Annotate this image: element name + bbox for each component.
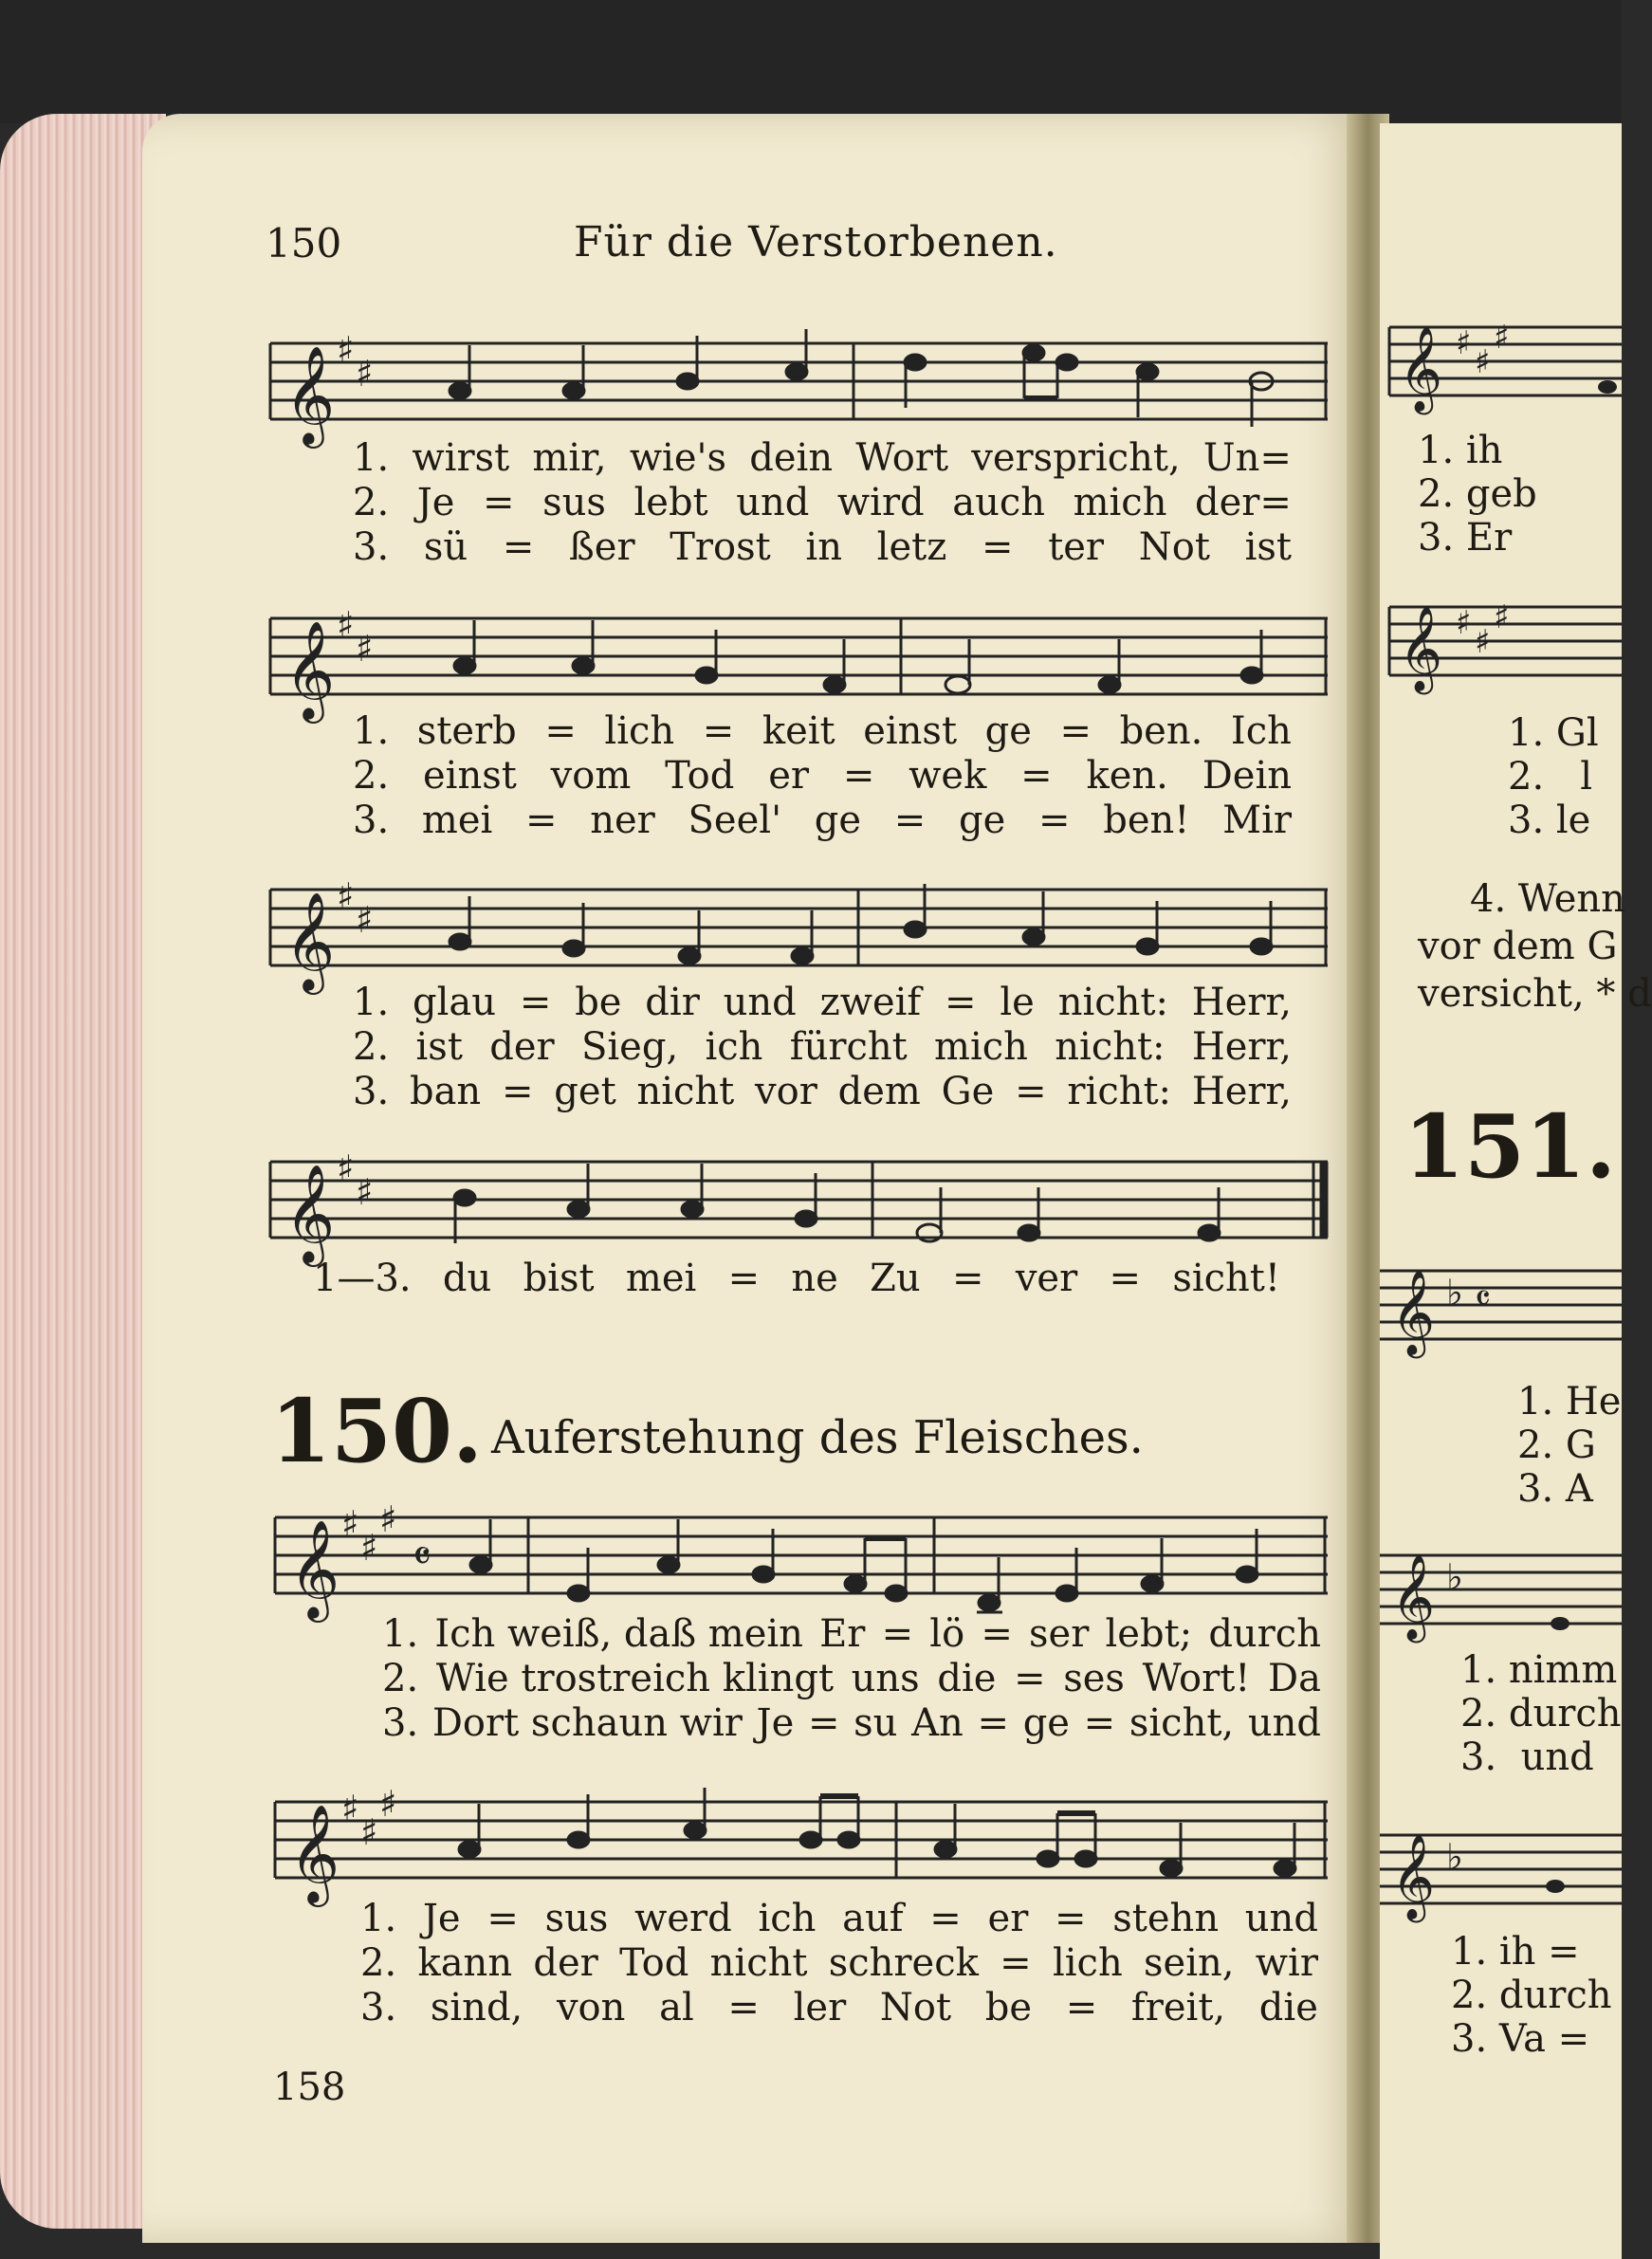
- lyric-word: =: [807, 1701, 840, 1745]
- lyric-word: mei: [625, 1257, 697, 1300]
- lyric-word: der: [489, 1025, 555, 1069]
- lyric-word: wirst: [412, 436, 510, 480]
- lyric-word: be: [575, 981, 622, 1024]
- lyric-word: sü: [423, 525, 468, 569]
- music-staff: [266, 604, 1332, 720]
- right-staff-5: [1380, 1816, 1622, 1920]
- lyric-word: lebt;: [1105, 1612, 1193, 1656]
- right-line: 1. nimm: [1460, 1648, 1618, 1692]
- lyric-word: Wie trostreich klingt: [435, 1657, 835, 1700]
- lyric-word: Seel': [688, 799, 782, 842]
- lyric-word: wir: [1255, 1941, 1318, 1985]
- lyric-word: Je: [416, 481, 455, 524]
- lyric-line: [382, 1701, 1321, 1745]
- lyric-word: ist: [415, 1025, 463, 1069]
- lyric-word: und: [736, 481, 810, 524]
- lyric-word: =: [977, 1701, 1009, 1745]
- lyric-word: 1—3.: [313, 1257, 412, 1300]
- lyric-word: der=: [1195, 481, 1292, 524]
- lyric-word: sus: [542, 481, 606, 524]
- lyric-word: nicht: [636, 1070, 735, 1113]
- lyric-word: =: [727, 1257, 761, 1300]
- hymn-number: 150.: [270, 1380, 484, 1482]
- lyric-word: =: [1014, 1657, 1046, 1700]
- svg-text:♯: ♯: [341, 1788, 359, 1829]
- lyric-word: =: [519, 981, 552, 1024]
- lyric-word: =: [929, 1897, 962, 1940]
- right-staff-4: [1380, 1536, 1622, 1641]
- svg-text:♯: ♯: [341, 1503, 359, 1545]
- lyric-word: =: [1055, 1897, 1087, 1940]
- lyric-word: le: [1000, 981, 1035, 1024]
- lyric-word: einst: [423, 754, 517, 798]
- lyric-word: wek: [909, 754, 987, 798]
- lyric-line: [382, 1657, 1321, 1700]
- svg-text:𝄞: 𝄞: [1391, 1554, 1436, 1640]
- lyric-word: er: [768, 754, 809, 798]
- lyric-line: [353, 1070, 1292, 1113]
- lyric-word: Er: [819, 1612, 866, 1656]
- lyric-word: 1.: [360, 1897, 397, 1940]
- lyric-word: 3.: [353, 525, 390, 569]
- lyric-word: sein,: [1144, 1941, 1235, 1985]
- lyric-word: von: [556, 1986, 626, 2029]
- lyric-word: schreck: [828, 1941, 979, 1985]
- svg-text:♯: ♯: [337, 875, 355, 917]
- svg-text:𝄞: 𝄞: [1399, 326, 1443, 412]
- lyric-word: sicht!: [1172, 1257, 1280, 1300]
- lyric-word: ich: [705, 1025, 763, 1069]
- lyric-word: sicht,: [1129, 1701, 1235, 1745]
- right-page: [1380, 123, 1652, 2259]
- lyric-word: 2.: [353, 754, 390, 798]
- svg-text:♭: ♭: [1446, 1556, 1463, 1598]
- lyric-word: mir,: [532, 436, 607, 480]
- svg-text:♯: ♯: [356, 353, 374, 395]
- lyric-word: 2.: [353, 481, 390, 524]
- lyric-line: [360, 1986, 1318, 2029]
- lyric-word: =: [486, 1897, 519, 1940]
- lyric-word: su: [854, 1701, 898, 1745]
- lyric-word: auch: [952, 481, 1046, 524]
- music-staff: [266, 875, 1332, 991]
- svg-text:♯: ♯: [1494, 319, 1510, 357]
- lyric-word: ist: [1244, 525, 1292, 569]
- lyric-word: be: [984, 1986, 1033, 2029]
- lyric-word: ben!: [1103, 799, 1190, 842]
- right-verse4: versicht, * d: [1418, 972, 1652, 1016]
- lyric-word: =: [1020, 754, 1053, 798]
- right-verse4: vor dem G: [1418, 925, 1618, 968]
- lyric-word: 3.: [353, 799, 390, 842]
- svg-text:𝄞: 𝄞: [285, 345, 336, 445]
- lyric-word: uns: [851, 1657, 920, 1700]
- right-line: 2. durch: [1460, 1692, 1622, 1736]
- lyric-word: mich: [1073, 481, 1167, 524]
- lyric-word: dem: [837, 1070, 921, 1113]
- lyric-line: [353, 1025, 1292, 1069]
- lyric-word: nicht:: [1057, 981, 1168, 1024]
- lyric-word: mich: [934, 1025, 1028, 1069]
- svg-text:♯: ♯: [337, 604, 355, 646]
- lyric-word: letz: [876, 525, 947, 569]
- lyric-word: wird: [836, 481, 925, 524]
- lyric-word: die: [1258, 1986, 1318, 2029]
- lyric-word: und: [723, 981, 797, 1024]
- svg-text:♯: ♯: [337, 1148, 355, 1189]
- svg-text:♭: ♭: [1446, 1836, 1463, 1878]
- lyric-word: =: [981, 525, 1014, 569]
- lyric-word: Dein: [1202, 754, 1292, 798]
- lyric-line: [353, 799, 1292, 842]
- lyric-word: in: [805, 525, 842, 569]
- lyric-word: 2.: [353, 1025, 390, 1069]
- lyric-word: Ge: [941, 1070, 995, 1113]
- lyric-word: 2.: [382, 1657, 419, 1700]
- right-line: 2. l: [1508, 755, 1593, 799]
- svg-text:♯: ♯: [360, 1811, 378, 1853]
- lyric-word: ver: [1015, 1257, 1078, 1300]
- lyric-word: dein: [749, 436, 834, 480]
- svg-text:♯: ♯: [356, 628, 374, 670]
- right-line: 1. ih =: [1451, 1930, 1580, 1974]
- lyric-word: Ich: [1230, 709, 1292, 753]
- lyric-word: keit: [762, 709, 835, 753]
- right-line: 1. Gl: [1508, 711, 1599, 755]
- lyric-word: werd: [634, 1897, 732, 1940]
- lyric-word: nicht: [709, 1941, 808, 1985]
- lyric-word: ben.: [1119, 709, 1203, 753]
- lyric-word: lebt: [633, 481, 708, 524]
- page-header-number: 150: [266, 220, 342, 266]
- svg-text:𝄞: 𝄞: [1399, 606, 1443, 691]
- lyric-word: Un=: [1202, 436, 1292, 480]
- svg-text:𝄞: 𝄞: [1391, 1834, 1436, 1919]
- lyric-word: An: [911, 1701, 964, 1745]
- lyric-word: =: [1065, 1986, 1098, 2029]
- right-staff-3: [1380, 1252, 1622, 1356]
- svg-text:♯: ♯: [1456, 324, 1472, 362]
- lyric-word: richt:: [1067, 1070, 1172, 1113]
- lyric-word: und: [1244, 1897, 1318, 1940]
- lyric-word: dir: [645, 981, 700, 1024]
- lyric-word: Je: [756, 1701, 795, 1745]
- lyric-word: fürcht: [789, 1025, 908, 1069]
- lyric-word: Zu: [870, 1257, 921, 1300]
- lyric-word: der: [533, 1941, 598, 1985]
- lyric-word: Trost: [670, 525, 771, 569]
- lyric-word: Herr,: [1191, 1025, 1292, 1069]
- lyric-word: ban: [409, 1070, 482, 1113]
- lyric-word: ter: [1048, 525, 1105, 569]
- scan-background: [0, 0, 1622, 123]
- lyric-word: Ich weiß, daß mein: [434, 1612, 803, 1656]
- lyric-word: 3.: [353, 1070, 390, 1113]
- lyric-word: Not: [879, 1986, 952, 2029]
- lyric-word: freit,: [1130, 1986, 1226, 2029]
- lyric-word: =: [1059, 709, 1092, 753]
- lyric-line: [313, 1257, 1280, 1300]
- lyric-line: [382, 1612, 1321, 1656]
- page-header-title: Für die Verstorbenen.: [574, 218, 1058, 266]
- lyric-word: zweif: [819, 981, 922, 1024]
- svg-text:𝄞: 𝄞: [285, 1164, 336, 1263]
- lyric-word: ge: [1022, 1701, 1070, 1745]
- lyric-word: ßer: [569, 525, 635, 569]
- hymn-title: Auferstehung des Fleisches.: [491, 1411, 1144, 1464]
- lyric-word: =: [702, 709, 735, 753]
- right-staff-2: [1380, 588, 1622, 692]
- right-staff-1: [1380, 308, 1622, 413]
- page-edges: [0, 114, 166, 2229]
- svg-text:♯: ♯: [356, 1171, 374, 1213]
- lyric-word: 2.: [360, 1941, 397, 1985]
- music-staff: [266, 329, 1332, 445]
- svg-text:♯: ♯: [379, 1783, 397, 1825]
- lyric-word: ge: [959, 799, 1006, 842]
- svg-text:𝄞: 𝄞: [285, 620, 336, 720]
- svg-text:♯: ♯: [360, 1527, 378, 1569]
- lyric-word: nicht:: [1055, 1025, 1166, 1069]
- lyric-word: sterb: [416, 709, 517, 753]
- lyric-word: =: [1038, 799, 1071, 842]
- svg-text:♯: ♯: [356, 899, 374, 941]
- right-line: 1. ih: [1418, 429, 1503, 472]
- lyric-line: [353, 754, 1292, 798]
- lyric-word: 1.: [353, 709, 390, 753]
- lyric-line: [353, 481, 1292, 524]
- lyric-word: einst: [863, 709, 958, 753]
- lyric-word: Je: [422, 1897, 461, 1940]
- music-staff: [270, 1783, 1332, 1903]
- lyric-word: kann: [417, 1941, 513, 1985]
- lyric-word: Wort: [855, 436, 949, 480]
- svg-text:𝄴: 𝄴: [413, 1533, 431, 1581]
- lyric-word: 1.: [353, 981, 390, 1024]
- lyric-word: verspricht,: [971, 436, 1181, 480]
- lyric-word: Not: [1138, 525, 1210, 569]
- lyric-word: Herr,: [1191, 981, 1292, 1024]
- lyric-line: [353, 709, 1292, 753]
- lyric-word: =: [981, 1612, 1013, 1656]
- svg-text:𝄞: 𝄞: [289, 1519, 340, 1619]
- lyric-word: =: [1000, 1941, 1032, 1985]
- right-line: 2. G: [1517, 1423, 1596, 1467]
- lyric-word: =: [501, 1070, 534, 1113]
- lyric-word: glau: [413, 981, 497, 1024]
- svg-text:♯: ♯: [1475, 623, 1491, 661]
- lyric-line: [360, 1897, 1318, 1940]
- lyric-word: 3.: [360, 1986, 397, 2029]
- svg-text:♭: ♭: [1446, 1272, 1463, 1313]
- lyric-word: Tod: [619, 1941, 689, 1985]
- lyric-word: er: [987, 1897, 1029, 1940]
- svg-text:♯: ♯: [379, 1498, 397, 1540]
- lyric-word: lich: [604, 709, 675, 753]
- right-line: 3. Er: [1418, 516, 1513, 560]
- lyric-word: 1.: [353, 436, 390, 480]
- lyric-word: =: [727, 1986, 760, 2029]
- music-staff: [266, 1148, 1332, 1263]
- right-line: 3. Va =: [1451, 2017, 1590, 2061]
- lyric-line: [353, 525, 1292, 569]
- lyric-word: =: [881, 1612, 914, 1656]
- lyric-word: al: [659, 1986, 694, 2029]
- lyric-word: auf: [842, 1897, 904, 1940]
- lyric-word: Wort!: [1142, 1657, 1251, 1700]
- lyric-word: Tod: [665, 754, 735, 798]
- lyric-word: ge: [984, 709, 1032, 753]
- lyric-word: =: [525, 799, 558, 842]
- right-verse4: 4. Wenn: [1470, 877, 1625, 921]
- lyric-word: lö: [929, 1612, 965, 1656]
- lyric-word: ich: [758, 1897, 817, 1940]
- lyric-word: Mir: [1222, 799, 1292, 842]
- lyric-word: Sieg,: [580, 1025, 679, 1069]
- lyric-word: =: [502, 525, 535, 569]
- lyric-word: =: [544, 709, 577, 753]
- lyric-word: get: [554, 1070, 616, 1113]
- lyric-word: ge: [814, 799, 862, 842]
- lyric-word: Da: [1268, 1657, 1321, 1700]
- lyric-word: Herr,: [1191, 1070, 1292, 1113]
- svg-text:♯: ♯: [1456, 604, 1472, 642]
- lyric-word: =: [483, 481, 515, 524]
- lyric-word: lich: [1052, 1941, 1123, 1985]
- lyric-word: stehn: [1112, 1897, 1220, 1940]
- lyric-word: =: [952, 1257, 984, 1300]
- right-line: 2. durch: [1451, 1974, 1612, 2017]
- lyric-word: =: [893, 799, 927, 842]
- right-line: 3. und: [1460, 1736, 1594, 1779]
- lyric-word: =: [1109, 1257, 1142, 1300]
- svg-text:𝄞: 𝄞: [1391, 1270, 1436, 1355]
- lyric-word: vom: [550, 754, 632, 798]
- svg-text:♯: ♯: [1475, 343, 1491, 381]
- svg-text:𝄞: 𝄞: [289, 1804, 340, 1903]
- lyric-word: =: [842, 754, 875, 798]
- lyric-word: =: [1015, 1070, 1047, 1113]
- right-line: 2. geb: [1418, 472, 1537, 516]
- lyric-word: ser: [1029, 1612, 1090, 1656]
- svg-text:♯: ♯: [337, 329, 355, 371]
- music-staff: [270, 1498, 1332, 1622]
- lyric-word: sus: [544, 1897, 609, 1940]
- lyric-word: durch: [1208, 1612, 1321, 1656]
- lyric-word: sind,: [430, 1986, 523, 2029]
- lyric-word: du: [442, 1257, 492, 1300]
- lyric-line: [353, 981, 1292, 1024]
- svg-text:𝄴: 𝄴: [1475, 1277, 1491, 1319]
- lyric-word: ler: [793, 1986, 847, 2029]
- lyric-word: =: [1083, 1701, 1116, 1745]
- right-hymn-number: 151.: [1404, 1095, 1617, 1198]
- lyric-word: ne: [791, 1257, 838, 1300]
- lyric-word: 1.: [382, 1612, 419, 1656]
- page-footer-number: 158: [273, 2066, 346, 2109]
- lyric-word: ses: [1063, 1657, 1125, 1700]
- right-line: 3. le: [1508, 799, 1591, 842]
- lyric-word: wie's: [629, 436, 727, 480]
- lyric-word: vor: [755, 1070, 817, 1113]
- lyric-word: 3.: [382, 1701, 419, 1745]
- lyric-line: [360, 1941, 1318, 1985]
- lyric-line: [353, 436, 1292, 480]
- lyric-word: ner: [590, 799, 655, 842]
- lyric-word: bist: [523, 1257, 595, 1300]
- right-line: 1. He: [1517, 1380, 1622, 1423]
- lyric-word: die: [937, 1657, 997, 1700]
- lyric-word: mei: [421, 799, 493, 842]
- right-line: 3. A: [1517, 1467, 1593, 1511]
- svg-text:♯: ♯: [1494, 598, 1510, 636]
- lyric-word: =: [945, 981, 977, 1024]
- svg-text:𝄞: 𝄞: [285, 891, 336, 991]
- lyric-word: ken.: [1086, 754, 1168, 798]
- lyric-word: und: [1247, 1701, 1321, 1745]
- lyric-word: Dort schaun wir: [431, 1701, 743, 1745]
